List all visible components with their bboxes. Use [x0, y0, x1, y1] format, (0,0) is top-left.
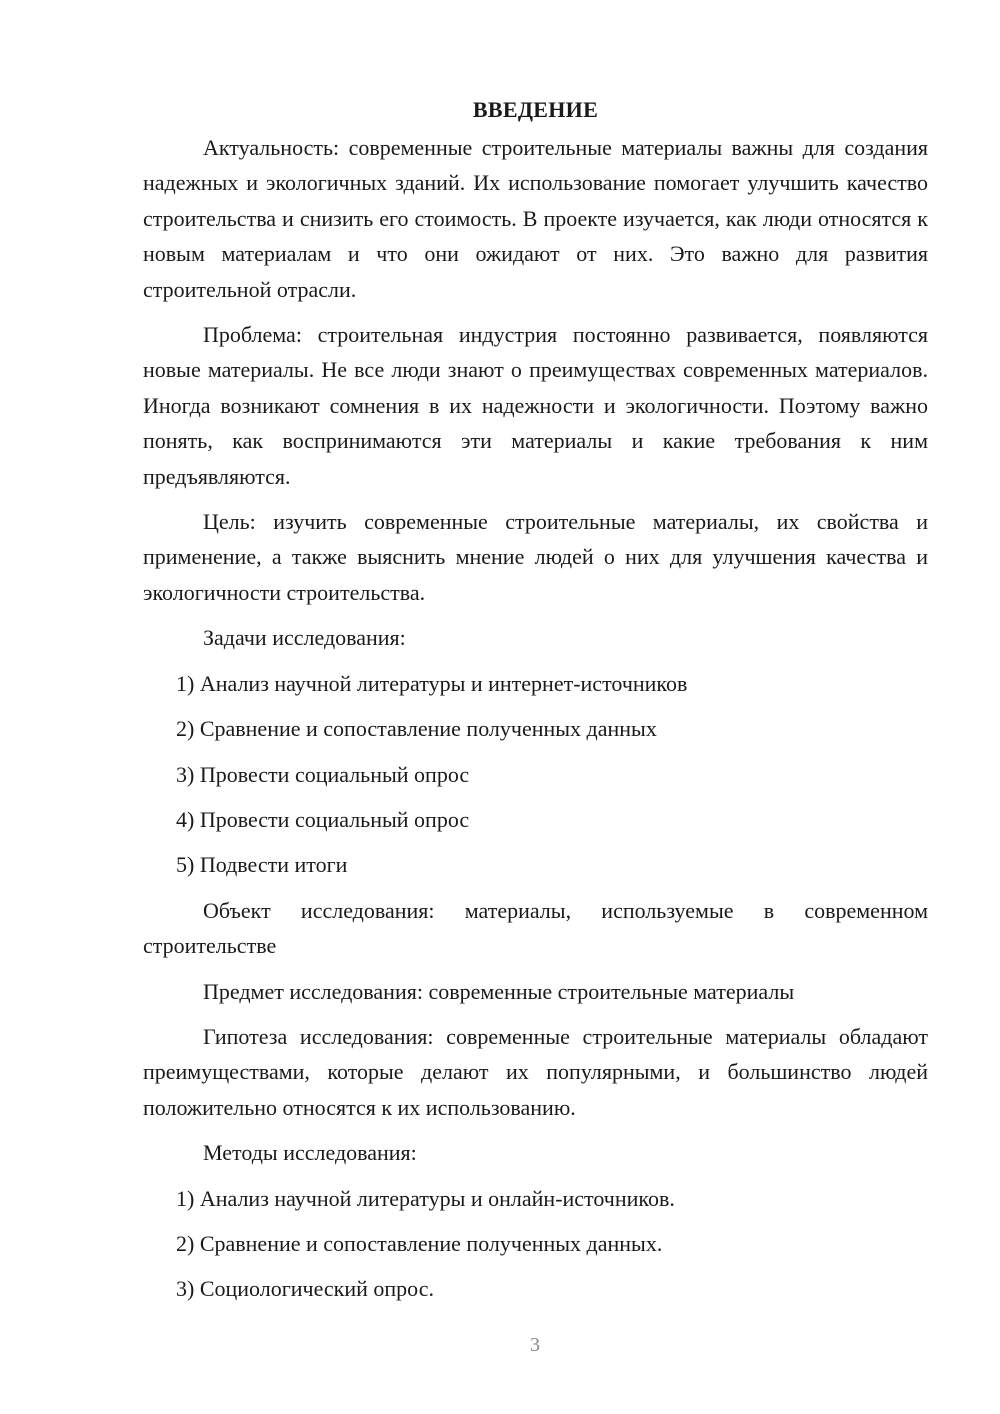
task-item: 1) Анализ научной литературы и интернет-источников: [176, 670, 688, 696]
object-paragraph: Объект исследования: материалы, используемые в современном строительстве: [143, 897, 928, 959]
subject-paragraph: Предмет исследования: современные строительные материалы: [203, 978, 795, 1004]
goal-paragraph: Цель: изучить современные строительные материалы, их свойства и применение, а также выяснить мнение людей о них для улучшения качества и экологичности строительства.: [143, 509, 928, 605]
hypothesis-paragraph: Гипотеза исследования: современные строительные материалы обладают преимуществами, которые делают их популярными, и большинство людей положительно относятся к их использованию.: [143, 1023, 928, 1120]
methods-list: [143, 1181, 928, 1307]
tasks-list: [143, 666, 928, 883]
method-item: 1) Анализ научной литературы и онлайн-источников.: [176, 1185, 675, 1211]
tasks-heading: Задачи исследования:: [203, 625, 406, 651]
problem-paragraph: Проблема: строительная индустрия постоянно развивается, появляются новые материалы. Не все люди знают о преимуществах современных материалов. Иногда возникают сомнения в их надежности и экологичности. Поэтому важно понять, как воспринимаются эти материалы и какие требования к ним предъявляются.: [143, 322, 928, 489]
method-item: 3) Социологический опрос.: [176, 1276, 434, 1302]
section-title: ВВЕДЕНИЕ: [472, 97, 599, 122]
task-item: 5) Подвести итоги: [176, 852, 348, 878]
task-item: 2) Сравнение и сопоставление полученных данных: [176, 716, 657, 742]
page-number: 3: [530, 1334, 540, 1356]
task-item: 4) Провести социальный опрос: [176, 806, 470, 832]
task-item: 3) Провести социальный опрос: [176, 761, 470, 787]
methods-heading: Методы исследования:: [203, 1140, 417, 1166]
method-item: 2) Сравнение и сопоставление полученных данных.: [176, 1230, 663, 1256]
document-page: [143, 92, 928, 1317]
relevance-paragraph: Актуальность: современные строительные материалы важны для создания надежных и экологичных зданий. Их использование помогает улучшить качество строительства и снизить его стоимость. В проекте изучается, как люди относятся к новым материалам и что они ожидают от них. Это важно для развития строительной отрасли.: [143, 135, 928, 302]
